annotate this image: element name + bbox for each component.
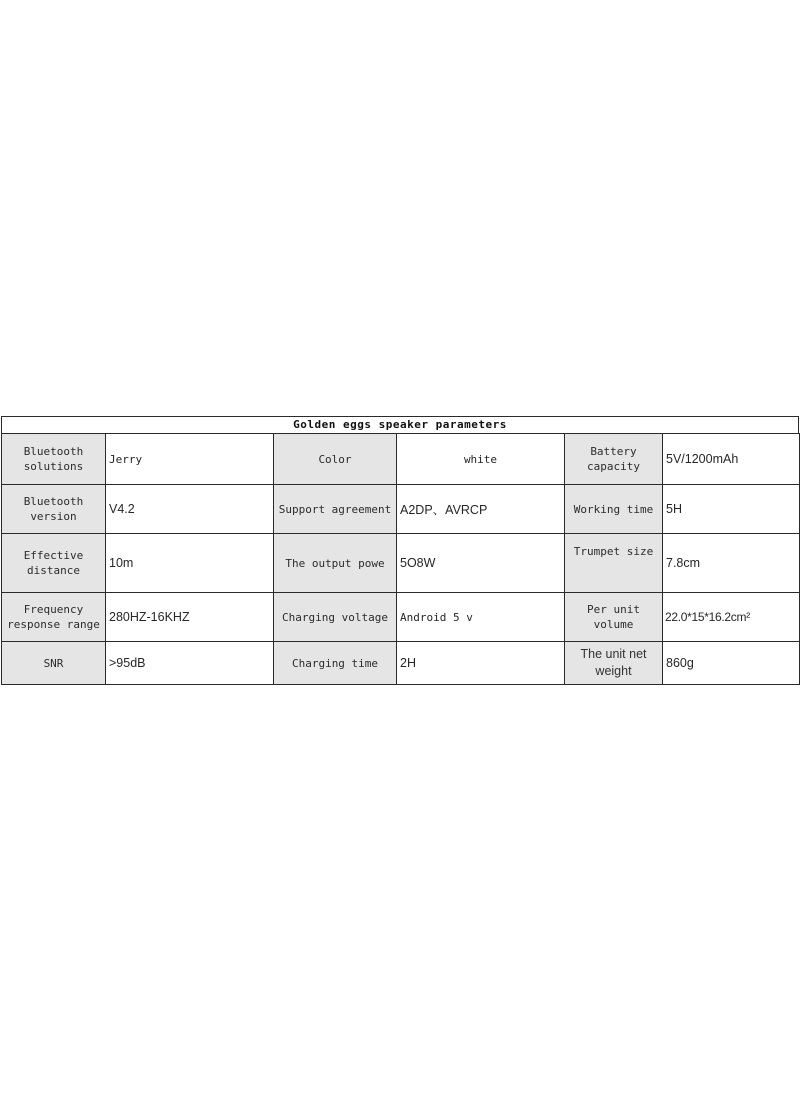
unit-volume-label: Per unit volume <box>565 593 663 642</box>
bluetooth-solutions-label: Bluetooth solutions <box>2 434 106 485</box>
frequency-response-value: 280HZ-16KHZ <box>106 593 274 642</box>
speaker-spec-sheet <box>0 416 800 685</box>
table-row <box>2 642 800 685</box>
charging-time-value: 2H <box>397 642 565 685</box>
charging-time-label: Charging time <box>274 642 397 685</box>
charging-voltage-value: Android 5 v <box>397 593 565 642</box>
frequency-response-label: Frequency response range <box>2 593 106 642</box>
unit-volume-value: 22.0*15*16.2cm² <box>663 593 800 642</box>
output-power-label: The output powe <box>274 534 397 593</box>
table-row <box>2 434 800 485</box>
working-time-value: 5H <box>663 485 800 534</box>
effective-distance-label: Effective distance <box>2 534 106 593</box>
color-value: white <box>397 434 565 485</box>
charging-voltage-label: Charging voltage <box>274 593 397 642</box>
output-power-value: 5O8W <box>397 534 565 593</box>
battery-capacity-label: Battery capacity <box>565 434 663 485</box>
support-agreement-value: A2DP、AVRCP <box>397 485 565 534</box>
snr-value: >95dB <box>106 642 274 685</box>
working-time-label: Working time <box>565 485 663 534</box>
spec-table <box>1 433 800 685</box>
bluetooth-version-value: V4.2 <box>106 485 274 534</box>
battery-capacity-value: 5V/1200mAh <box>663 434 800 485</box>
support-agreement-label: Support agreement <box>274 485 397 534</box>
trumpet-size-label: Trumpet size <box>565 534 663 593</box>
table-row <box>2 485 800 534</box>
trumpet-size-value: 7.8cm <box>663 534 800 593</box>
color-label: Color <box>274 434 397 485</box>
unit-net-weight-label: The unit net weight <box>565 642 663 685</box>
spec-table-title: Golden eggs speaker parameters <box>1 416 799 433</box>
snr-label: SNR <box>2 642 106 685</box>
bluetooth-version-label: Bluetooth version <box>2 485 106 534</box>
bluetooth-solutions-value: Jerry <box>106 434 274 485</box>
table-row <box>2 593 800 642</box>
effective-distance-value: 10m <box>106 534 274 593</box>
table-row <box>2 534 800 593</box>
unit-net-weight-value: 860g <box>663 642 800 685</box>
